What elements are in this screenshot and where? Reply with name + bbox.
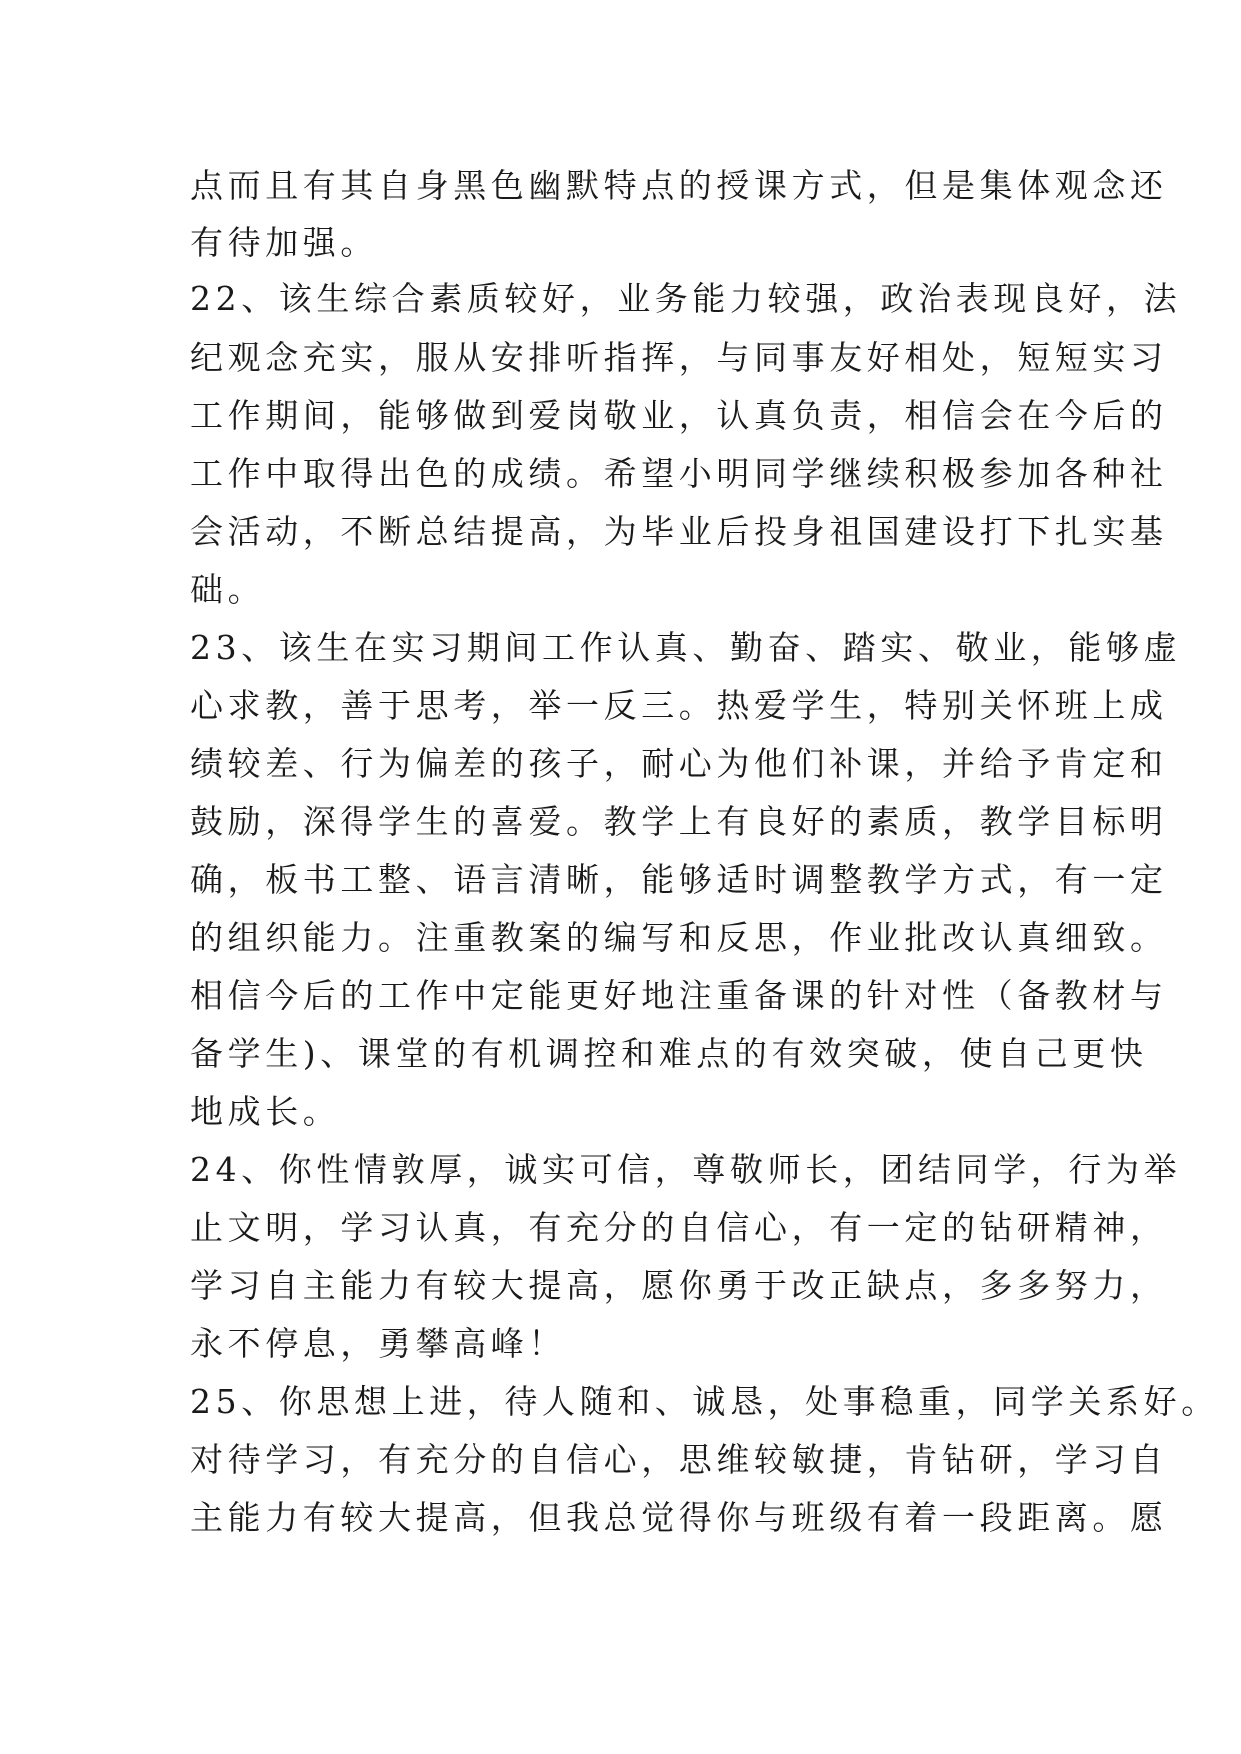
text-line: 24、你性情敦厚，诚实可信，尊敬师长，团结同学，行为举 xyxy=(190,1150,1182,1189)
text-line: 纪观念充实，服从安排听指挥，与同事友好相处，短短实习 xyxy=(190,338,1168,377)
text-line: 备学生)、课堂的有机调控和难点的有效突破，使自己更快 xyxy=(190,1034,1148,1073)
text-line: 有待加强。 xyxy=(190,223,378,262)
text-line: 工作中取得出色的成绩。希望小明同学继续积极参加各种社 xyxy=(190,454,1168,493)
text-line: 主能力有较大提高，但我总觉得你与班级有着一段距离。愿 xyxy=(190,1498,1168,1537)
text-line: 25、你思想上进，待人随和、诚恳，处事稳重，同学关系好。 xyxy=(190,1382,1219,1421)
text-line: 永不停息，勇攀高峰！ xyxy=(190,1324,566,1363)
text-line: 学习自主能力有较大提高，愿你勇于改正缺点，多多努力， xyxy=(190,1266,1168,1305)
text-line: 础。 xyxy=(190,570,266,609)
text-line: 相信今后的工作中定能更好地注重备课的针对性（备教材与 xyxy=(190,976,1168,1015)
text-line: 工作期间，能够做到爱岗敬业，认真负责，相信会在今后的 xyxy=(190,396,1168,435)
text-line: 止文明，学习认真，有充分的自信心，有一定的钻研精神， xyxy=(190,1208,1168,1247)
text-line: 22、该生综合素质较好，业务能力较强，政治表现良好，法 xyxy=(190,279,1182,318)
text-line: 心求教，善于思考，举一反三。热爱学生，特别关怀班上成 xyxy=(190,686,1168,725)
text-line: 鼓励，深得学生的喜爱。教学上有良好的素质，教学目标明 xyxy=(190,802,1168,841)
text-line: 点而且有其自身黑色幽默特点的授课方式，但是集体观念还 xyxy=(190,166,1168,205)
text-line: 确，板书工整、语言清晰，能够适时调整教学方式，有一定 xyxy=(190,860,1168,899)
text-line: 的组织能力。注重教案的编写和反思，作业批改认真细致。 xyxy=(190,918,1168,957)
text-line: 地成长。 xyxy=(190,1092,341,1131)
text-line: 23、该生在实习期间工作认真、勤奋、踏实、敬业，能够虚 xyxy=(190,628,1182,667)
text-line: 会活动，不断总结提高，为毕业后投身祖国建设打下扎实基 xyxy=(190,512,1168,551)
text-line: 绩较差、行为偏差的孩子，耐心为他们补课，并给予肯定和 xyxy=(190,744,1168,783)
text-line: 对待学习，有充分的自信心，思维较敏捷，肯钻研，学习自 xyxy=(190,1440,1168,1479)
